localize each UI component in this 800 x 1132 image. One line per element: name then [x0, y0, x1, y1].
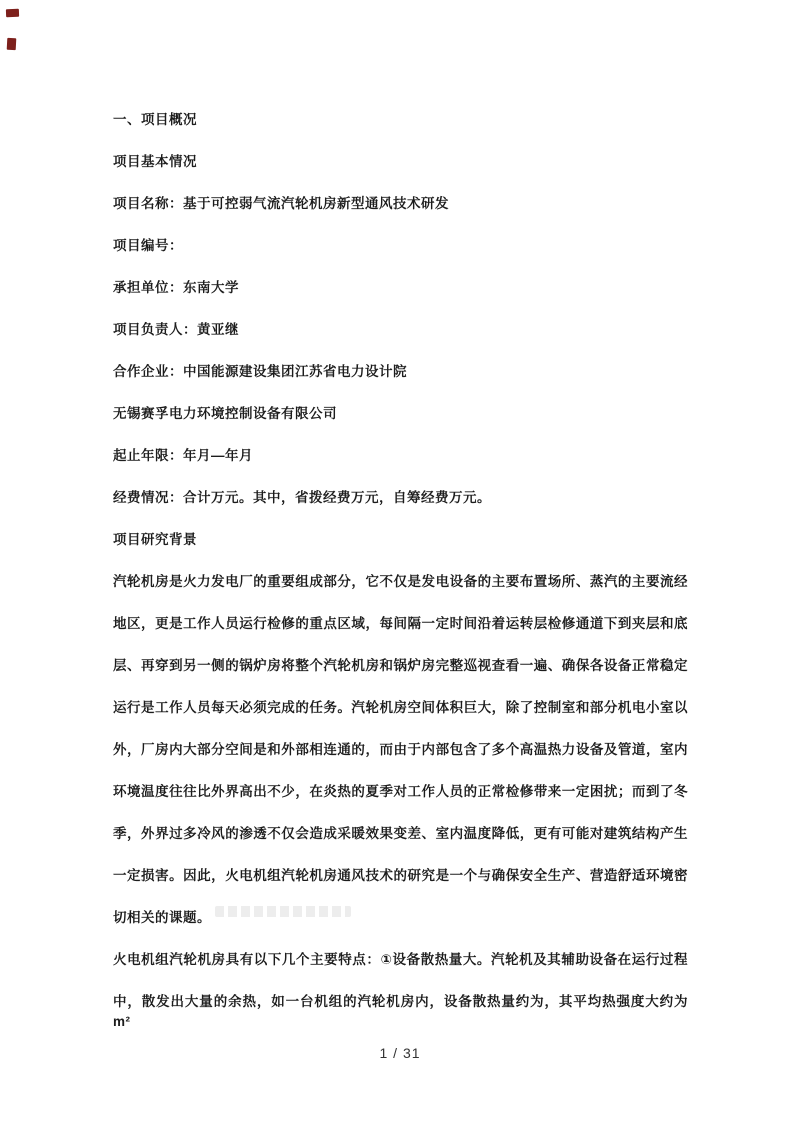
paragraph-line: 外，厂房内大部分空间是和外部相连通的，而由于内部包含了多个高温热力设备及管道，室内 [113, 742, 688, 757]
paragraph-line: 汽轮机房是火力发电厂的重要组成部分，它不仅是发电设备的主要布置场所、蒸汽的主要流经 [113, 574, 688, 589]
field-partner-enterprise: 合作企业：中国能源建设集团江苏省电力设计院 [113, 364, 407, 379]
artifact-mark-1 [6, 9, 19, 17]
paragraph-line-last: 切相关的课题。 [113, 910, 211, 925]
paragraph-line: 季，外界过多冷风的渗透不仅会造成采暖效果变差、室内温度降低，更有可能对建筑结构产生 [113, 826, 688, 841]
subsection-title-basic: 项目基本情况 [113, 154, 197, 169]
artifact-mark-2 [7, 38, 17, 50]
document-body [113, 110, 688, 1034]
subsection-title-background: 项目研究背景 [113, 532, 197, 547]
paragraph-line: 环境温度往往比外界高出不少，在炎热的夏季对工作人员的正常检修带来一定困扰；而到了冬 [113, 784, 688, 799]
field-project-name: 项目名称：基于可控弱气流汽轮机房新型通风技术研发 [113, 196, 449, 211]
paragraph-line: 运行是工作人员每天必须完成的任务。汽轮机房空间体积巨大，除了控制室和部分机电小室以 [113, 700, 688, 715]
paragraph-line: 一定损害。因此，火电机组汽轮机房通风技术的研究是一个与确保安全生产、营造舒适环境密 [113, 868, 688, 883]
field-project-duration: 起止年限：年月—年月 [113, 448, 253, 463]
paragraph-line: 中，散发出大量的余热，如一台机组的汽轮机房内，设备散热量约为，其平均热强度大约为m² [113, 994, 688, 1029]
faint-watermark [215, 906, 351, 917]
paragraph-line: 层、再穿到另一侧的锅炉房将整个汽轮机房和锅炉房完整巡视查看一遍、确保各设备正常稳定 [113, 658, 688, 673]
field-project-number: 项目编号： [113, 238, 183, 253]
field-funding: 经费情况：合计万元。其中，省拨经费万元，自筹经费万元。 [113, 490, 491, 505]
section-title: 一、项目概况 [113, 112, 197, 127]
paragraph-line: 地区，更是工作人员运行检修的重点区域，每间隔一定时间沿着运转层检修通道下到夹层和底 [113, 616, 688, 631]
paragraph-line: 火电机组汽轮机房具有以下几个主要特点：①设备散热量大。汽轮机及其辅助设备在运行过程 [113, 952, 688, 967]
page-number: 1 / 31 [379, 1045, 421, 1061]
field-undertaking-unit: 承担单位：东南大学 [113, 280, 239, 295]
field-partner-enterprise-2: 无锡赛孚电力环境控制设备有限公司 [113, 406, 337, 421]
field-project-leader: 项目负责人：黄亚继 [113, 322, 239, 337]
